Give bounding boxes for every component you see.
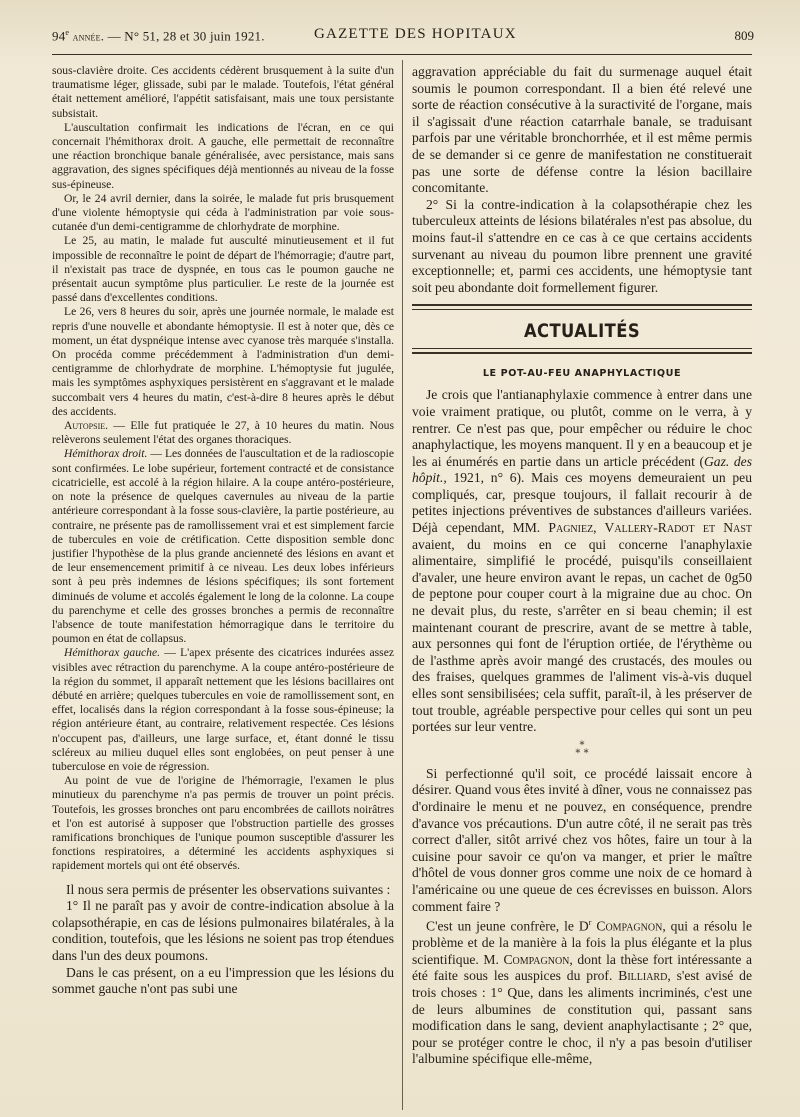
paragraph-autopsie: Autopsie. — Elle fut pratiquée le 27, à 10 heures du matin. Nous relèverons seulement l'état des organes thoraciques.: [52, 419, 394, 447]
subsection-title: LE POT-AU-FEU ANAPHYLACTIQUE: [482, 368, 682, 380]
column-divider: [402, 60, 403, 1110]
paragraph-hemithorax-gauche: Hémithorax gauche. — L'apex présente des cicatrices indurées assez visibles avec rétraction du parenchyme. A la coupe antéro-postérieure de la région du sommet, il apparaît nettement que les lésions bacillaires ont débuté en arrière; quelques tubercules en voie de ramollissement sont, en effet, localisés dans la région correspondant à la fosse sous-épineuse; la région antérieure étant, au contraire, relativement respectée. Ces lésions n'occupent pas, d'ailleurs, une large surface, et, étant donné le tissu scléreux au milieu duquel elles sont englobées, on peut penser à une tuberculose en voie de régression.: [52, 646, 394, 773]
run-in-heading: Autopsie.: [64, 419, 109, 433]
paragraph: Il nous sera permis de présenter les observations suivantes :: [66, 881, 391, 897]
paragraph: Le 25, au matin, le malade fut ausculté minutieusement et il fut impossible de reconnaître le point de départ de l'hémorragie; d'autre part, il n'existait pas trace de dyspnée, en tous cas le poumon gauche ne présentait aucun symptôme plus particulier. Le reste de la journée est passé dans d'excellentes conditions.: [52, 234, 394, 305]
paragraph: Dans le cas présent, on a eu l'impression que les lésions du sommet gauche n'ont pas subi une: [52, 964, 394, 997]
paragraph: Au point de vue de l'origine de l'hémorragie, l'examen le plus minutieux du parenchyme n'a pas permis de trouver un point précis. Toutefois, les grosses bronches ont paru encombrées de caillots noirâtres et l'on est autorisé à supposer que l'obstruction partielle des grosses ramifications bronchiques de l'unique poumon susceptible d'assurer les fonctions respiratoires, a déterminé les accidents asphyxiques si rapidement mortels qui ont été observés.: [52, 774, 394, 873]
section-rule-top: [412, 304, 752, 310]
header-rule: [52, 54, 752, 55]
page-header: [52, 22, 752, 52]
author-names: Pagniez, Vallery-Radot et Nast: [548, 520, 752, 536]
page-number: 809: [734, 28, 754, 43]
paragraph: sous-clavière droite. Ces accidents cédèrent brusquement à la suite d'un traumatisme léger, glissade, subi par le malade. Toutefois, l'état général était nettement amélioré, l'appétit satisfaisant, mais une toux persistante subsistait.: [52, 64, 394, 120]
paragraph: aggravation appréciable du fait du surmenage auquel était soumis le poumon correspondant. Il a bien été relevé une sorte de réaction consécutive à la suractivité de l'organe, mais il s'agissait d'une réaction catarrhale banale, se traduisant parfois par une véritable bronchorrhée, et il est même permis de se demander si ce genre de manifestation ne constituerait pas une sorte de défense contre la lésion bacillaire concomitante.: [412, 64, 752, 196]
paragraph: Le 26, vers 8 heures du soir, après une journée normale, le malade est repris d'une nouvelle et abondante hémoptysie. Il est à noter que, dès ce moment, un état dyspnéique intense avec cyanose très marquée s'installa. On procéda comme précédemment à l'administration d'un demi-centigramme de chlorhydrate de morphine. L'hémoptysie fut jugulée, mais les symptômes asphyxiques persistèrent en s'aggravant et le malade succombait vers 4 heures du matin, c'est-à-dire 8 heures après le début des accidents.: [52, 305, 394, 418]
paragraph: 2° Si la contre-indication à la colapsothérapie chez les tuberculeux atteints de lésions bilatérales n'est pas absolue, du moins faut-il s'attendre en ce cas à ce que certains accidents survenant au niveau du poumon libre prennent une gravité exceptionnelle; et, parmi ces accidents, une hémoptysie tant soit peu abondante doit formellement figurer.: [412, 196, 752, 295]
section-break-stars: * * *: [575, 739, 589, 759]
run-in-heading: Hémithorax droit.: [64, 447, 148, 461]
section-rule-bottom: [412, 348, 752, 354]
section-title: ACTUALITÉS: [523, 320, 641, 343]
run-in-heading: Hémithorax gauche.: [64, 646, 161, 660]
paragraph: Si perfectionné qu'il soit, ce procédé laissait encore à désirer. Quand vous êtes invité à dîner, vous ne connaissez pas d'ordinaire le menu et ne pouvez, en conséquence, prendre d'avance vos précautions. D'un autre côté, il ne serait pas très correct d'aller, sitôt arrivé chez vos hôtes, faire un tour à la cuisine pour savoir ce qu'on va manger, et prier le maître d'hôtel de vous donner gros comme une noix de ce homard à l'américaine ou une queue de ces écrevisses en buisson. Alors comment faire ?: [412, 765, 752, 914]
paragraph-hemithorax-droit: Hémithorax droit. — Les données de l'auscultation et de la radioscopie sont confirmées. Le lobe supérieur, fortement contracté et de consistance cicatricielle, est accolé à la région hilaire. A la coupe antéro-postérieure, on note la présence de quelques cavernules au niveau de la partie antérieure correspondant à la fosse sous-clavière, la partie postérieure, au contraire, ne présente pas de ramollissement vrai et est simplement farcie de tubercules en voie de crétification. Cette disposition semble donc justifier l'hypothèse de la plus grande ancienneté des lésions en avant et de leur ensemencement primitif à ce niveau. Les deux lobes inférieurs sont à peu près indemnes de lésions spécifiques; ils sont fortement diminués de volume et accolés également le long de la colonne. La coupe du parenchyme et celle des grosses bronches a permis de reconnaître l'absence de toute manifestation hémorragique dans le territoire du poumon en état de collapsus.: [52, 447, 394, 646]
left-column: [52, 64, 394, 998]
paragraph: L'auscultation confirmait les indications de l'écran, en ce qui concernait l'hémithorax droit. A gauche, elle permettait de reconnaître une réaction bronchique banale généralisée, avec persistance, mais sans aggravation, des signes spécifiques déjà mentionnés au niveau de la fosse sus-épineuse.: [52, 120, 394, 191]
right-column: [412, 64, 752, 1068]
paragraph: Or, le 24 avril dernier, dans la soirée, le malade fut pris brusquement d'une violente hémoptysie qui céda à l'administration par voie sous-cutanée d'un demi-centigramme de chlorhydrate de morphine.: [52, 191, 394, 234]
journal-title: GAZETTE DES HOPITAUX: [314, 26, 517, 42]
citation: Gaz. des hôpit.: [412, 453, 752, 486]
paragraph: Je crois que l'antianaphylaxie commence à entrer dans une voie vraiment pratique, ou plutôt, comme on le verra, à y rentrer. Ce n'est pas que, pour empêcher ou réduire le choc anaphylactique, les moyens manquent. Il y en a beaucoup et je les ai énumérés en partie dans un article précédent (Gaz. des hôpit., 1921, n° 6). Mais ces moyens demeuraient un peu compliqués, car, presque toujours, il fallait recourir à de petites injections préventives de substances d'ailleurs variées. Déjà cependant, MM. Pagniez, Vallery-Radot et Nast avaient, du moins en ce qui concerne l'anaphylaxie alimentaire, simplifié le procédé, puisqu'ils conseillaient d'avaler, une heure environ avant le repas, un cachet de 0g50 de peptone pour couper court à la migraine due au choc. On ne devait plus, du reste, s'arrêter en si beau chemin; il est maintenant courant de prescrire, avant de se mettre à table, aux personnes qui font de l'éruption ortiée, de l'érythème ou de l'asthme après avoir mangé des crustacés, des moules ou des fraises, quelques grammes de l'aliment vis-à-vis duquel elles sont sensibilisées; cela suffit, paraît-il, à les préserver de tout trouble, agréable perspective pour celles qui sont un peu portées sur leur ventre.: [412, 387, 752, 735]
issue-info: 94e année. — N° 51, 28 et 30 juin 1921.: [52, 28, 265, 44]
paragraph: 1° Il ne paraît pas y avoir de contre-indication absolue à la colapsothérapie, en cas de lésions pulmonaires bilatérales, à la condition, toutefois, que les lésions ne soient pas trop étendues dans l'un des deux poumons.: [52, 898, 394, 963]
paragraph: C'est un jeune confrère, le $D^r$ Compagnon, qui a résolu le problème et de la manière à la fois la plus élégante et la plus scientifique. M. Compagnon, dont la thèse fort intéressante a été faite sous les auspices du prof. Billiard, s'est avisé de trois choses : 1° Que, dans les aliments incriminés, c'est une de leurs albumines de constitution qui, passant sans modification dans le sang, devient anaphylactisante ; 2° que, pour se protéger contre le choc, il n'y a pas besoin d'utiliser l'albumine spécifique elle-même,: [412, 918, 753, 1067]
